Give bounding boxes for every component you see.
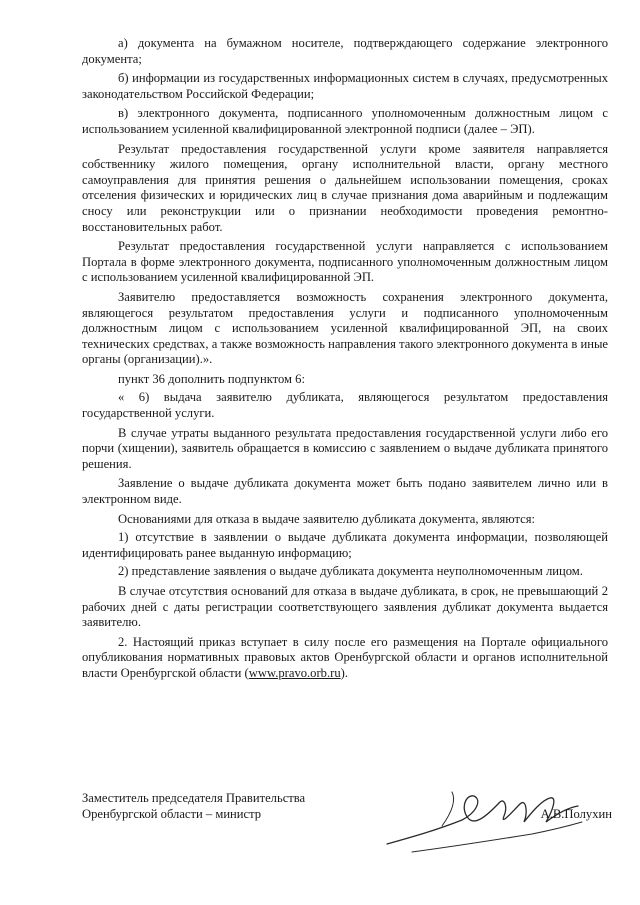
paragraph-b: б) информации из государственных информационных систем в случаях, предусмотренных законодательством Российской Федерации; [82, 71, 608, 101]
signatory-title-line2: Оренбургской области – министр [82, 807, 262, 821]
paragraph-ground-2: 2) представление заявления о выдаче дубликата документа неуполномоченным лицом. [118, 564, 583, 579]
handwritten-signature [382, 782, 592, 862]
document-body [82, 36, 608, 682]
effective-clause-end: ). [340, 665, 348, 680]
paragraph-item-36: пункт 36 дополнить подпунктом 6: [118, 371, 305, 386]
paragraph-duplicate-issue: « 6) выдача заявителю дубликата, являющегося результатом предоставления государственной услуги. [82, 390, 608, 421]
paragraph-result-portal: Результат предоставления государственной услуги направляется с использованием Портала в форме электронного документа, подписанного уполномоченным должностным лицом с использованием усиленной квалифицированной ЭП. [82, 239, 608, 285]
paragraph-application-mode: Заявление о выдаче дубликата документа может быть подано заявителем лично или в электронном виде. [82, 476, 608, 507]
paragraph-save-electronic: Заявителю предоставляется возможность сохранения электронного документа, являющегося результатом предоставления услуги и подписанного уполномоченным должностным лицом с использованием усиленной квалифицированной ЭП, на своих технических средствах, а также возможность направления такого электронного документа в иные органы (организации).». [82, 289, 608, 367]
paragraph-loss-case: В случае утраты выданного результата предоставления государственной услуги либо его порчи (хищении), заявитель обращается в комиссию с заявлением о выдаче дубликата принятого решения. [82, 425, 608, 471]
signatory-title-line1: Заместитель председателя Правительства [82, 791, 306, 805]
paragraph-effective-clause [82, 635, 608, 682]
signature-block [82, 790, 612, 822]
signatory-name: А.В.Полухин [540, 807, 612, 821]
pravo-portal-link[interactable]: www.pravo.orb.ru [248, 665, 341, 680]
effective-clause-text: 2. Настоящий приказ вступает в силу после его размещения на Портале официального опубликования нормативных правовых актов Оренбургской области и органов исполнительной власти Оренбургской области ( [82, 634, 608, 680]
paragraph-result-recipients: Результат предоставления государственной услуги кроме заявителя направляется собственнику жилого помещения, органу исполнительной власти, органу местного самоуправления для принятия решения о дальнейшем использовании помещения, сроках отселения физических и юридических лиц в случае признания дома аварийным и подлежащим сносу или реконструкции или о признании необходимости проведения ремонтно-восстановительных работ. [82, 141, 608, 234]
paragraph-a: а) документа на бумажном носителе, подтверждающего содержание электронного документа; [82, 36, 608, 66]
paragraph-no-grounds: В случае отсутствия оснований для отказа в выдаче дубликата, в срок, не превышающий 2 рабочих дней с даты регистрации соответствующего заявления дубликат документа выдается заявителю. [82, 584, 608, 630]
paragraph-refusal-grounds: Основаниями для отказа в выдаче заявителю дубликата документа, являются: [118, 511, 536, 526]
paragraph-v: в) электронного документа, подписанного уполномоченным должностным лицом с использованием усиленной квалифицированной электронной подписи (далее – ЭП). [82, 106, 608, 136]
paragraph-ground-1: 1) отсутствие в заявлении о выдаче дубликата документа информации, позволяющей идентифицировать ранее выданную информацию; [82, 530, 608, 560]
